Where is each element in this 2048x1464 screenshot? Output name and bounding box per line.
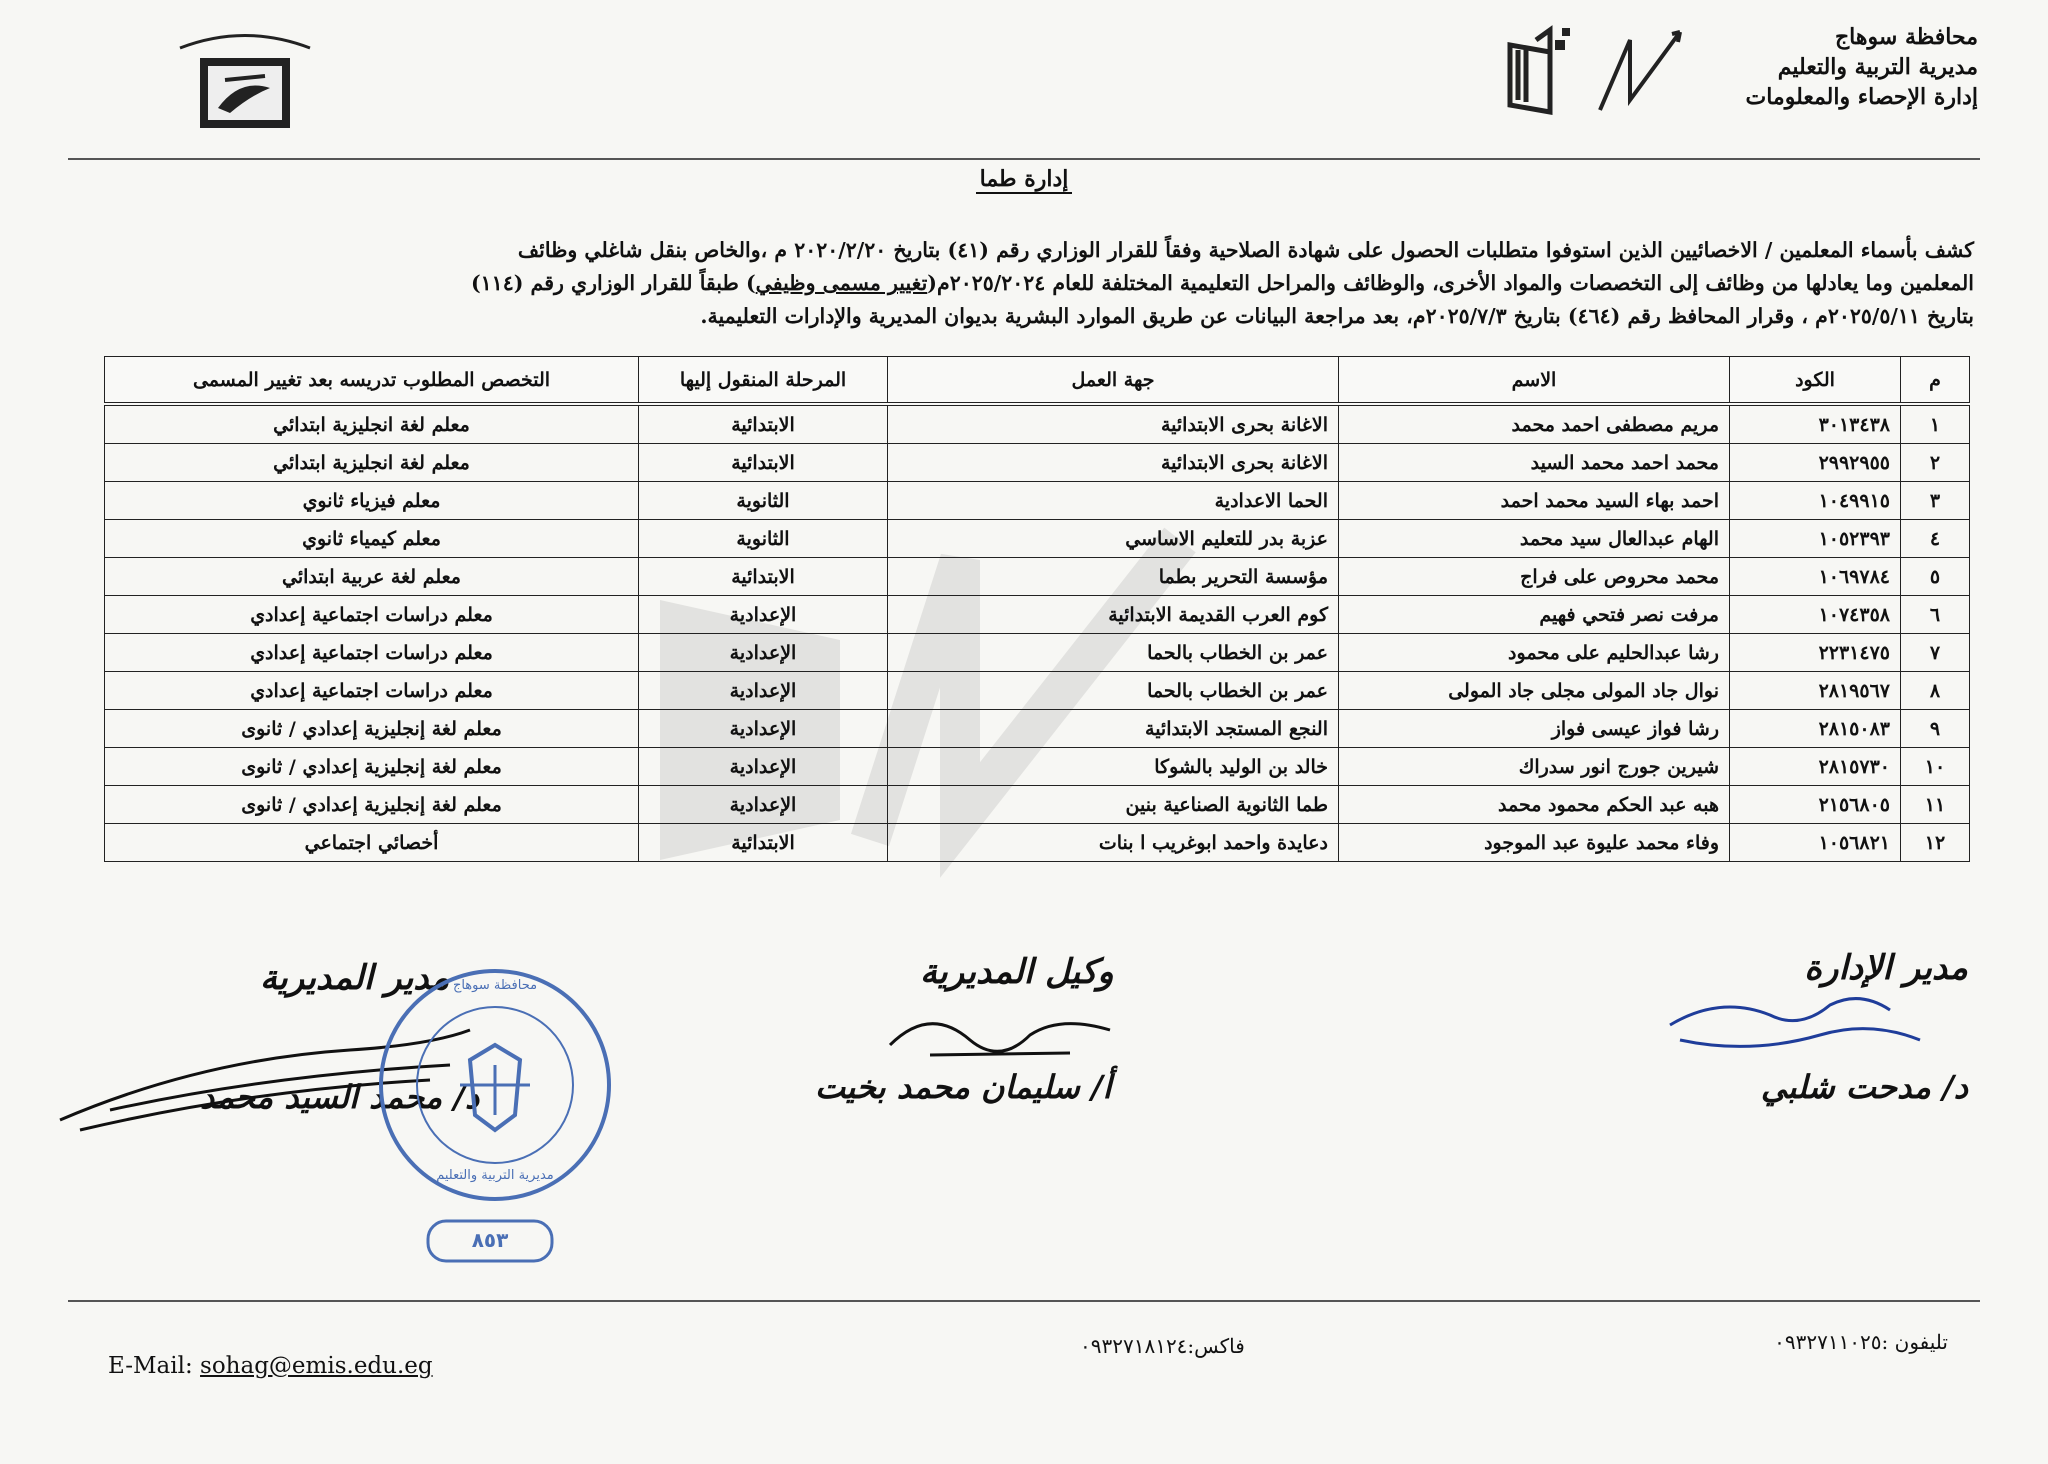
cell-stage: الابتدائية xyxy=(639,404,888,444)
cell-index: ٤ xyxy=(1901,520,1970,558)
cell-workplace: مؤسسة التحرير بطما xyxy=(888,558,1339,596)
cell-specialization: معلم فيزياء ثانوي xyxy=(105,482,639,520)
cell-workplace: الحما الاعدادية xyxy=(888,482,1339,520)
cell-code: ١٠٧٤٣٥٨ xyxy=(1730,596,1901,634)
footer-email xyxy=(108,1353,433,1379)
intro-line-2b: ) طبقاً للقرار الوزاري رقم (١١٤) xyxy=(470,271,756,295)
table-header-row xyxy=(105,357,1970,405)
header-divider xyxy=(68,158,1980,160)
cell-stage: الإعدادية xyxy=(639,710,888,748)
cell-name: الهام عبدالعال سيد محمد xyxy=(1339,520,1730,558)
cell-name: نوال جاد المولى مجلى جاد المولى xyxy=(1339,672,1730,710)
admin-signature-scribble-icon xyxy=(1660,985,1940,1075)
cell-code: ١٠٤٩٩١٥ xyxy=(1730,482,1901,520)
cell-stage: الإعدادية xyxy=(639,634,888,672)
col-header-index: م xyxy=(1901,357,1970,405)
governorate-seal-icon xyxy=(170,18,320,138)
cell-specialization: معلم دراسات اجتماعية إعدادي xyxy=(105,634,639,672)
cell-code: ١٠٦٩٧٨٤ xyxy=(1730,558,1901,596)
cell-workplace: خالد بن الوليد بالشوكا xyxy=(888,748,1339,786)
cell-specialization: معلم لغة إنجليزية إعدادي / ثانوى xyxy=(105,710,639,748)
deputy-signature-scribble-icon xyxy=(870,1005,1130,1075)
cell-stage: الابتدائية xyxy=(639,558,888,596)
cell-name: احمد بهاء السيد محمد احمد xyxy=(1339,482,1730,520)
table-row xyxy=(105,558,1970,596)
intro-line-2a: المعلمين وما يعادلها من وظائف إلى التخصصات والمواد الأخرى، والوظائف والمراحل التعليمية المختلفة للعام ٢٠٢٥/٢٠٢٤م( xyxy=(927,271,1974,295)
table-row xyxy=(105,786,1970,824)
cell-name: محمد محروص على فراج xyxy=(1339,558,1730,596)
stamp-number: ٨٥٣ xyxy=(471,1228,509,1252)
cell-name: رشا فواز عيسى فواز xyxy=(1339,710,1730,748)
cell-workplace: دعايدة واحمد ابوغريب ا بنات xyxy=(888,824,1339,862)
cell-stage: الإعدادية xyxy=(639,786,888,824)
table-row xyxy=(105,824,1970,862)
cell-workplace: طما الثانوية الصناعية بنين xyxy=(888,786,1339,824)
cell-code: ٢٨١٥٧٣٠ xyxy=(1730,748,1901,786)
cell-specialization: معلم كيمياء ثانوي xyxy=(105,520,639,558)
intro-line-2 xyxy=(74,267,1974,300)
cell-specialization: معلم لغة عربية ابتدائي xyxy=(105,558,639,596)
cell-index: ٥ xyxy=(1901,558,1970,596)
col-header-stage: المرحلة المنقول إليها xyxy=(639,357,888,405)
cell-specialization: أخصائي اجتماعي xyxy=(105,824,639,862)
header-line-directorate: مديرية التربية والتعليم xyxy=(1777,54,1978,80)
cell-index: ١ xyxy=(1901,404,1970,444)
cell-specialization: معلم دراسات اجتماعية إعدادي xyxy=(105,672,639,710)
table-row xyxy=(105,520,1970,558)
cell-name: محمد احمد محمد السيد xyxy=(1339,444,1730,482)
cell-index: ٩ xyxy=(1901,710,1970,748)
footer-email-label: E-Mail: xyxy=(108,1353,193,1379)
signature-director-title: مدير المديرية xyxy=(260,958,450,998)
cell-workplace: الاغانة بحرى الابتدائية xyxy=(888,404,1339,444)
cell-index: ٦ xyxy=(1901,596,1970,634)
cell-name: مريم مصطفى احمد محمد xyxy=(1339,404,1730,444)
col-header-specialization: التخصص المطلوب تدريسه بعد تغيير المسمى xyxy=(105,357,639,405)
signature-admin-name: د/ مدحت شلبي xyxy=(1760,1068,1968,1106)
cell-workplace: عمر بن الخطاب بالحما xyxy=(888,634,1339,672)
cell-code: ٣٠١٣٤٣٨ xyxy=(1730,404,1901,444)
cell-stage: الثانوية xyxy=(639,520,888,558)
cell-specialization: معلم لغة انجليزية ابتدائي xyxy=(105,444,639,482)
intro-paragraph xyxy=(74,234,1974,333)
cell-stage: الإعدادية xyxy=(639,672,888,710)
table-row xyxy=(105,482,1970,520)
cell-index: ١١ xyxy=(1901,786,1970,824)
cell-index: ٧ xyxy=(1901,634,1970,672)
header-line-governorate: محافظة سوهاج xyxy=(1834,24,1978,50)
footer-phone: تليفون :٠٩٣٢٧١١٠٢٥ xyxy=(1774,1330,1948,1354)
table-row xyxy=(105,748,1970,786)
footer-fax: فاكس:٠٩٣٢٧١٨١٢٤ xyxy=(1080,1334,1245,1358)
table-row xyxy=(105,634,1970,672)
cell-code: ١٠٥٦٨٢١ xyxy=(1730,824,1901,862)
cell-stage: الثانوية xyxy=(639,482,888,520)
department-title xyxy=(0,166,2048,192)
table-row xyxy=(105,672,1970,710)
cell-workplace: عمر بن الخطاب بالحما xyxy=(888,672,1339,710)
cell-name: وفاء محمد عليوة عبد الموجود xyxy=(1339,824,1730,862)
cell-index: ١٠ xyxy=(1901,748,1970,786)
cell-name: شيرين جورج انور سدراك xyxy=(1339,748,1730,786)
cell-code: ٢١٥٦٨٠٥ xyxy=(1730,786,1901,824)
intro-line-2-underlined: تغيير مسمى وظيفي xyxy=(755,271,928,295)
cell-index: ٣ xyxy=(1901,482,1970,520)
header-org-block xyxy=(1746,22,1979,112)
signature-deputy-name: أ/ سليمان محمد بخيت xyxy=(815,1068,1112,1106)
signature-deputy-title: وكيل المديرية xyxy=(920,952,1114,992)
cell-index: ٨ xyxy=(1901,672,1970,710)
intro-line-1: كشف بأسماء المعلمين / الاخصائيين الذين استوفوا متطلبات الحصول على شهادة الصلاحية وفقاً للقرار الوزاري رقم (٤١) بتاريخ ٢٠٢٠/٢/٢٠ م ،والخاص بنقل شاغلي وظائف xyxy=(517,238,1974,262)
teachers-table xyxy=(104,356,1970,862)
education-logo-icon xyxy=(1500,20,1710,120)
cell-code: ٢٩٩٢٩٥٥ xyxy=(1730,444,1901,482)
table-row xyxy=(105,596,1970,634)
table-row xyxy=(105,444,1970,482)
table-row xyxy=(105,404,1970,444)
footer-email-link[interactable]: sohag@emis.edu.eg xyxy=(200,1353,433,1379)
cell-specialization: معلم دراسات اجتماعية إعدادي xyxy=(105,596,639,634)
cell-workplace: كوم العرب القديمة الابتدائية xyxy=(888,596,1339,634)
cell-workplace: عزبة بدر للتعليم الاساسي xyxy=(888,520,1339,558)
cell-stage: الإعدادية xyxy=(639,596,888,634)
col-header-workplace: جهة العمل xyxy=(888,357,1339,405)
cell-index: ١٢ xyxy=(1901,824,1970,862)
footer-divider xyxy=(68,1300,1980,1302)
cell-index: ٢ xyxy=(1901,444,1970,482)
signature-admin-title: مدير الإدارة xyxy=(1804,948,1968,988)
cell-code: ٢٨١٩٥٦٧ xyxy=(1730,672,1901,710)
cell-code: ١٠٥٢٣٩٣ xyxy=(1730,520,1901,558)
intro-line-3: بتاريخ ٢٠٢٥/٥/١١م ، وقرار المحافظ رقم (٤٦٤) بتاريخ ٢٠٢٥/٧/٣م، بعد مراجعة البيانات عن طريق الموارد البشرية بديوان المديرية والإدارات التعليمية. xyxy=(700,304,1974,328)
cell-specialization: معلم لغة إنجليزية إعدادي / ثانوى xyxy=(105,748,639,786)
cell-stage: الابتدائية xyxy=(639,824,888,862)
cell-name: مرفت نصر فتحي فهيم xyxy=(1339,596,1730,634)
header-line-department: إدارة الإحصاء والمعلومات xyxy=(1745,84,1978,110)
cell-workplace: الاغانة بحرى الابتدائية xyxy=(888,444,1339,482)
cell-name: هبه عبد الحكم محمود محمد xyxy=(1339,786,1730,824)
department-title-text: إدارة طما xyxy=(976,166,1073,194)
cell-code: ٢٨١٥٠٨٣ xyxy=(1730,710,1901,748)
col-header-name: الاسم xyxy=(1339,357,1730,405)
cell-stage: الابتدائية xyxy=(639,444,888,482)
cell-specialization: معلم لغة إنجليزية إعدادي / ثانوى xyxy=(105,786,639,824)
stamp-top-text: محافظة سوهاج xyxy=(452,978,538,993)
cell-specialization: معلم لغة انجليزية ابتدائي xyxy=(105,404,639,444)
cell-code: ٢٢٣١٤٧٥ xyxy=(1730,634,1901,672)
signature-director-name: د/ محمد السيد محمد xyxy=(200,1078,480,1116)
cell-name: رشا عبدالحليم على محمود xyxy=(1339,634,1730,672)
cell-stage: الإعدادية xyxy=(639,748,888,786)
cell-workplace: النجع المستجد الابتدائية xyxy=(888,710,1339,748)
stamp-bottom-text: مديرية التربية والتعليم xyxy=(436,1168,554,1183)
table-row xyxy=(105,710,1970,748)
col-header-code: الكود xyxy=(1730,357,1901,405)
